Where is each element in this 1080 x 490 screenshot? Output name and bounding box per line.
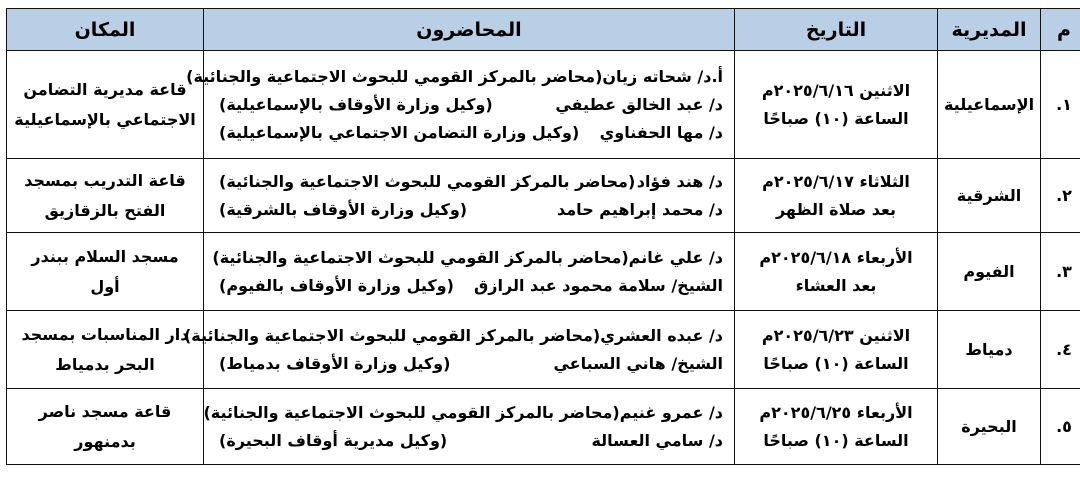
lecturer-name: د/ علي غانم <box>628 247 723 267</box>
place-text: مسجد السلام ببندر أول <box>31 246 179 296</box>
lecturer-name: د/ عبد الخالق عطيفي <box>555 94 723 114</box>
row-number: ٢. <box>1041 159 1080 233</box>
lecturer-entry <box>205 244 733 272</box>
table-header-row <box>7 9 1080 51</box>
header-directorate: المديرية <box>938 9 1041 51</box>
row-number: ١. <box>1041 51 1080 159</box>
header-date: التاريخ <box>735 9 938 51</box>
row-directorate: البحيرة <box>938 389 1041 465</box>
row-directorate: الفيوم <box>938 233 1041 311</box>
lecturer-role: (وكيل مديرية أوقاف البحيرة) <box>219 430 448 450</box>
lecturer-entry <box>205 196 733 224</box>
place-text: قاعة مسجد ناصر بدمنهور <box>38 401 172 451</box>
row-date <box>735 51 938 159</box>
table-row <box>7 51 1080 159</box>
lectures-schedule-table <box>6 8 1080 465</box>
row-number: ٥. <box>1041 389 1080 465</box>
row-lecturers <box>183 311 735 389</box>
row-date <box>735 311 938 389</box>
header-lecturers: المحاضرون <box>204 9 735 51</box>
date-time: الساعة (١٠) صباحًا <box>763 108 909 128</box>
lecturer-entry <box>183 322 733 350</box>
row-lecturers <box>186 51 735 159</box>
lecturer-role: (محاضر بالمركز القومي للبحوث الاجتماعية والجنائية) <box>219 171 636 191</box>
lecturer-entry <box>205 168 733 196</box>
lecturer-name: أ.د/ شحاته زيان <box>602 66 723 86</box>
date-day: الاثنين ٢٠٢٥/٦/١٦م <box>761 80 911 100</box>
table-row <box>7 311 1080 389</box>
date-time: الساعة (١٠) صباحًا <box>763 353 909 373</box>
lecturer-name: د/ عمرو غنيم <box>619 402 723 422</box>
date-day: الاثنين ٢٠٢٥/٦/٢٣م <box>761 325 911 345</box>
row-lecturers <box>204 159 735 233</box>
row-directorate: الشرقية <box>938 159 1041 233</box>
lecturer-role: (محاضر بالمركز القومي للبحوث الاجتماعية والجنائية) <box>212 247 629 267</box>
lecturer-entry <box>205 119 733 147</box>
date-time: بعد العشاء <box>795 275 877 295</box>
lecturer-entry <box>205 399 733 427</box>
table-row <box>7 233 1080 311</box>
lecturer-entry <box>205 272 733 300</box>
date-day: الأربعاء ٢٠٢٥/٦/١٨م <box>759 247 913 267</box>
lecturer-entry <box>186 63 733 91</box>
row-place <box>7 159 204 233</box>
row-place <box>7 51 204 159</box>
place-text: قاعة مديرية التضامن الاجتماعي بالإسماعيلية <box>14 79 196 129</box>
lecturer-role: (وكيل وزارة الأوقاف بدمياط) <box>219 353 451 373</box>
row-place <box>7 311 204 389</box>
row-number: ٤. <box>1041 311 1080 389</box>
place-text: قاعة التدريب بمسجد الفتح بالزقازيق <box>24 170 186 220</box>
lecturer-entry <box>205 427 733 455</box>
lecturer-role: (وكيل وزارة الأوقاف بالشرقية) <box>219 199 468 219</box>
table-row <box>7 159 1080 233</box>
row-date <box>735 159 938 233</box>
lecturer-entry <box>205 350 733 378</box>
lecturer-name: د/ هند فؤاد <box>636 171 723 191</box>
lecturer-role: (محاضر بالمركز القومي للبحوث الاجتماعية والجنائية) <box>183 325 601 345</box>
lecturer-entry <box>205 91 733 119</box>
date-day: الثلاثاء ٢٠٢٥/٦/١٧م <box>762 171 910 191</box>
lecturer-name: الشيخ/ سلامة محمود عبد الرازق <box>473 275 723 295</box>
row-directorate: دمياط <box>938 311 1041 389</box>
lecturer-role: (محاضر بالمركز القومي للبحوث الاجتماعية والجنائية) <box>203 402 620 422</box>
date-time: بعد صلاة الظهر <box>775 199 897 219</box>
place-text: دار المناسبات بمسجد البحر بدمياط <box>21 324 189 374</box>
header-place: المكان <box>7 9 204 51</box>
row-directorate: الإسماعيلية <box>938 51 1041 159</box>
row-date <box>735 233 938 311</box>
lecturer-role: (وكيل وزارة الأوقاف بالفيوم) <box>219 275 454 295</box>
date-time: الساعة (١٠) صباحًا <box>763 430 909 450</box>
lecturer-name: د/ مها الحفناوي <box>599 122 723 142</box>
lecturer-name: د/ عبده العشري <box>600 325 723 345</box>
row-date <box>735 389 938 465</box>
lecturer-role: (محاضر بالمركز القومي للبحوث الاجتماعية والجنائية) <box>186 66 603 86</box>
lecturer-role: (وكيل وزارة الأوقاف بالإسماعيلية) <box>219 94 493 114</box>
row-lecturers <box>204 389 735 465</box>
row-lecturers <box>204 233 735 311</box>
lecturer-name: د/ سامي العسالة <box>591 430 723 450</box>
lecturer-name: الشيخ/ هاني السباعي <box>553 353 723 373</box>
table-row <box>7 389 1080 465</box>
row-place <box>7 389 204 465</box>
row-number: ٣. <box>1041 233 1080 311</box>
schedule-table-container <box>6 8 1072 465</box>
lecturer-role: (وكيل وزارة التضامن الاجتماعي بالإسماعيلية) <box>219 122 580 142</box>
date-day: الأربعاء ٢٠٢٥/٦/٢٥م <box>759 402 913 422</box>
header-num: م <box>1041 9 1080 51</box>
row-place <box>7 233 204 311</box>
lecturer-name: د/ محمد إبراهيم حامد <box>557 199 723 219</box>
